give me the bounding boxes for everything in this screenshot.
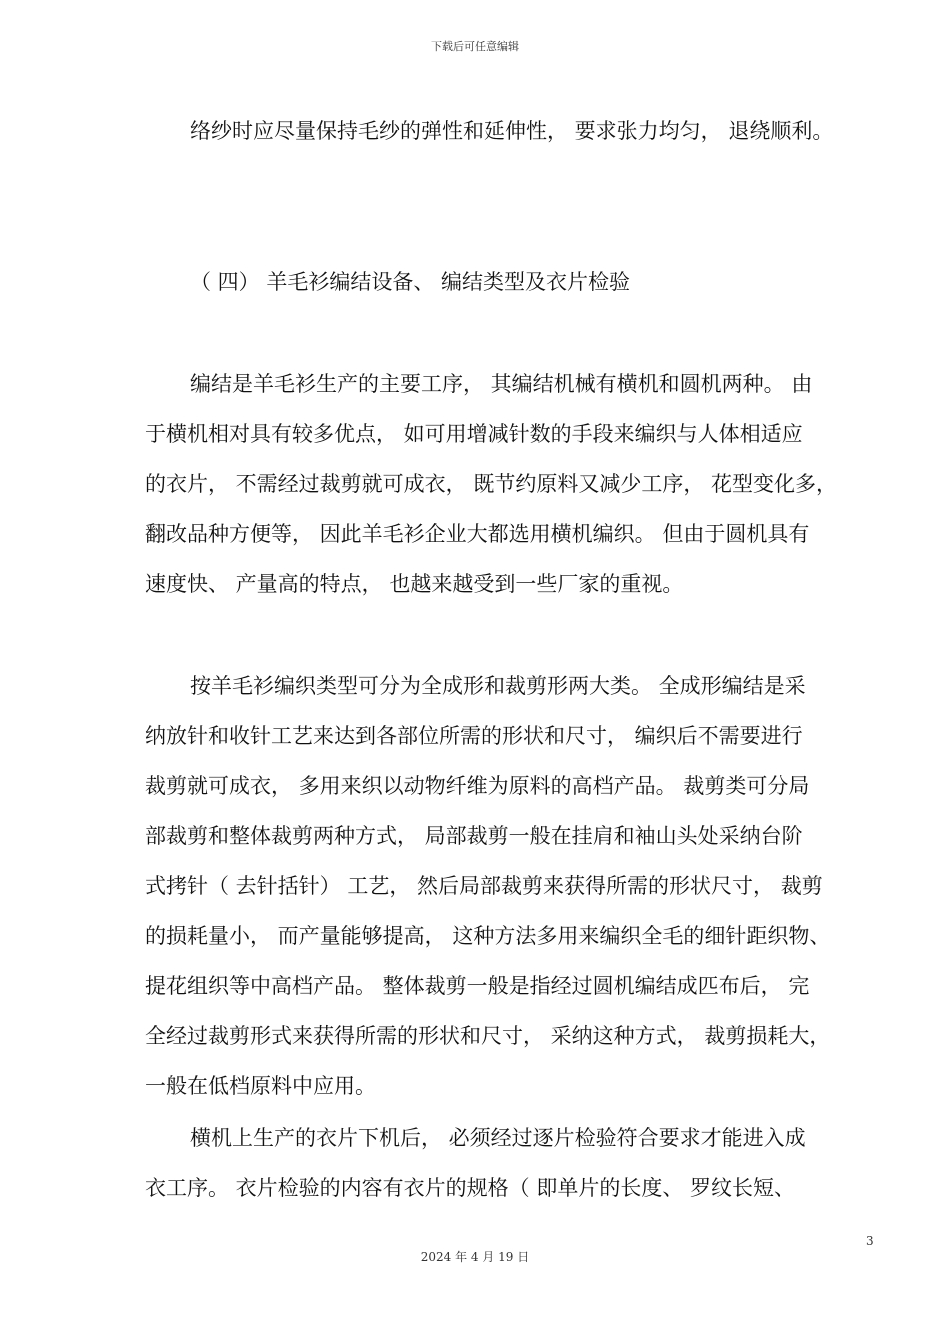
paragraph-line: 编结是羊毛衫生产的主要工序， 其编结机械有横机和圆机两种。 由 bbox=[190, 372, 813, 396]
page-header: 下载后可任意编辑 bbox=[431, 40, 519, 53]
page-footer-date: 2024 年 4 月 19 日 bbox=[420, 1250, 530, 1264]
paragraph-line: 按羊毛衫编织类型可分为全成形和裁剪形两大类。 全成形编结是采 bbox=[190, 674, 806, 698]
paragraph-line: 翻改品种方便等， 因此羊毛衫企业大都选用横机编织。 但由于圆机具有 bbox=[145, 522, 810, 546]
paragraph-line: 纳放针和收针工艺来达到各部位所需的形状和尺寸， 编织后不需要进行 bbox=[145, 724, 803, 748]
paragraph-line: 衣工序。 衣片检验的内容有衣片的规格（ 即单片的长度、 罗纹长短、 bbox=[145, 1176, 796, 1200]
paragraph-line: 提花组织等中高档产品。 整体裁剪一般是指经过圆机编结成匹布后， 完 bbox=[145, 974, 810, 998]
paragraph-line: 横机上生产的衣片下机后， 必须经过逐片检验符合要求才能进入成 bbox=[190, 1126, 806, 1150]
paragraph-line: 络纱时应尽量保持毛纱的弹性和延伸性， 要求张力均匀， 退绕顺利。 bbox=[190, 119, 834, 143]
paragraph-line: 的衣片， 不需经过裁剪就可成衣， 既节约原料又减少工序， 花型变化多， bbox=[145, 472, 838, 496]
paragraph-line: 于横机相对具有较多优点， 如可用增减针数的手段来编织与人体相适应 bbox=[145, 422, 803, 446]
paragraph-line: 一般在低档原料中应用。 bbox=[145, 1074, 376, 1098]
paragraph-line: 的损耗量小， 而产量能够提高， 这种方法多用来编织全毛的细针距织物、 bbox=[145, 924, 831, 948]
section-heading: （ 四） 羊毛衫编结设备、 编结类型及衣片检验 bbox=[190, 270, 631, 294]
paragraph-line: 全经过裁剪形式来获得所需的形状和尺寸， 采纳这种方式， 裁剪损耗大， bbox=[145, 1024, 831, 1048]
paragraph-line: 速度快、 产量高的特点， 也越来越受到一些厂家的重视。 bbox=[145, 572, 684, 596]
paragraph-line: 式拷针（ 去针括针） 工艺， 然后局部裁剪来获得所需的形状尺寸， 裁剪 bbox=[145, 874, 823, 898]
paragraph-line: 裁剪就可成衣， 多用来织以动物纤维为原料的高档产品。 裁剪类可分局 bbox=[145, 774, 810, 798]
page-number: 3 bbox=[866, 1234, 874, 1248]
paragraph-line: 部裁剪和整体裁剪两种方式， 局部裁剪一般在挂肩和袖山头处采纳台阶 bbox=[145, 824, 803, 848]
